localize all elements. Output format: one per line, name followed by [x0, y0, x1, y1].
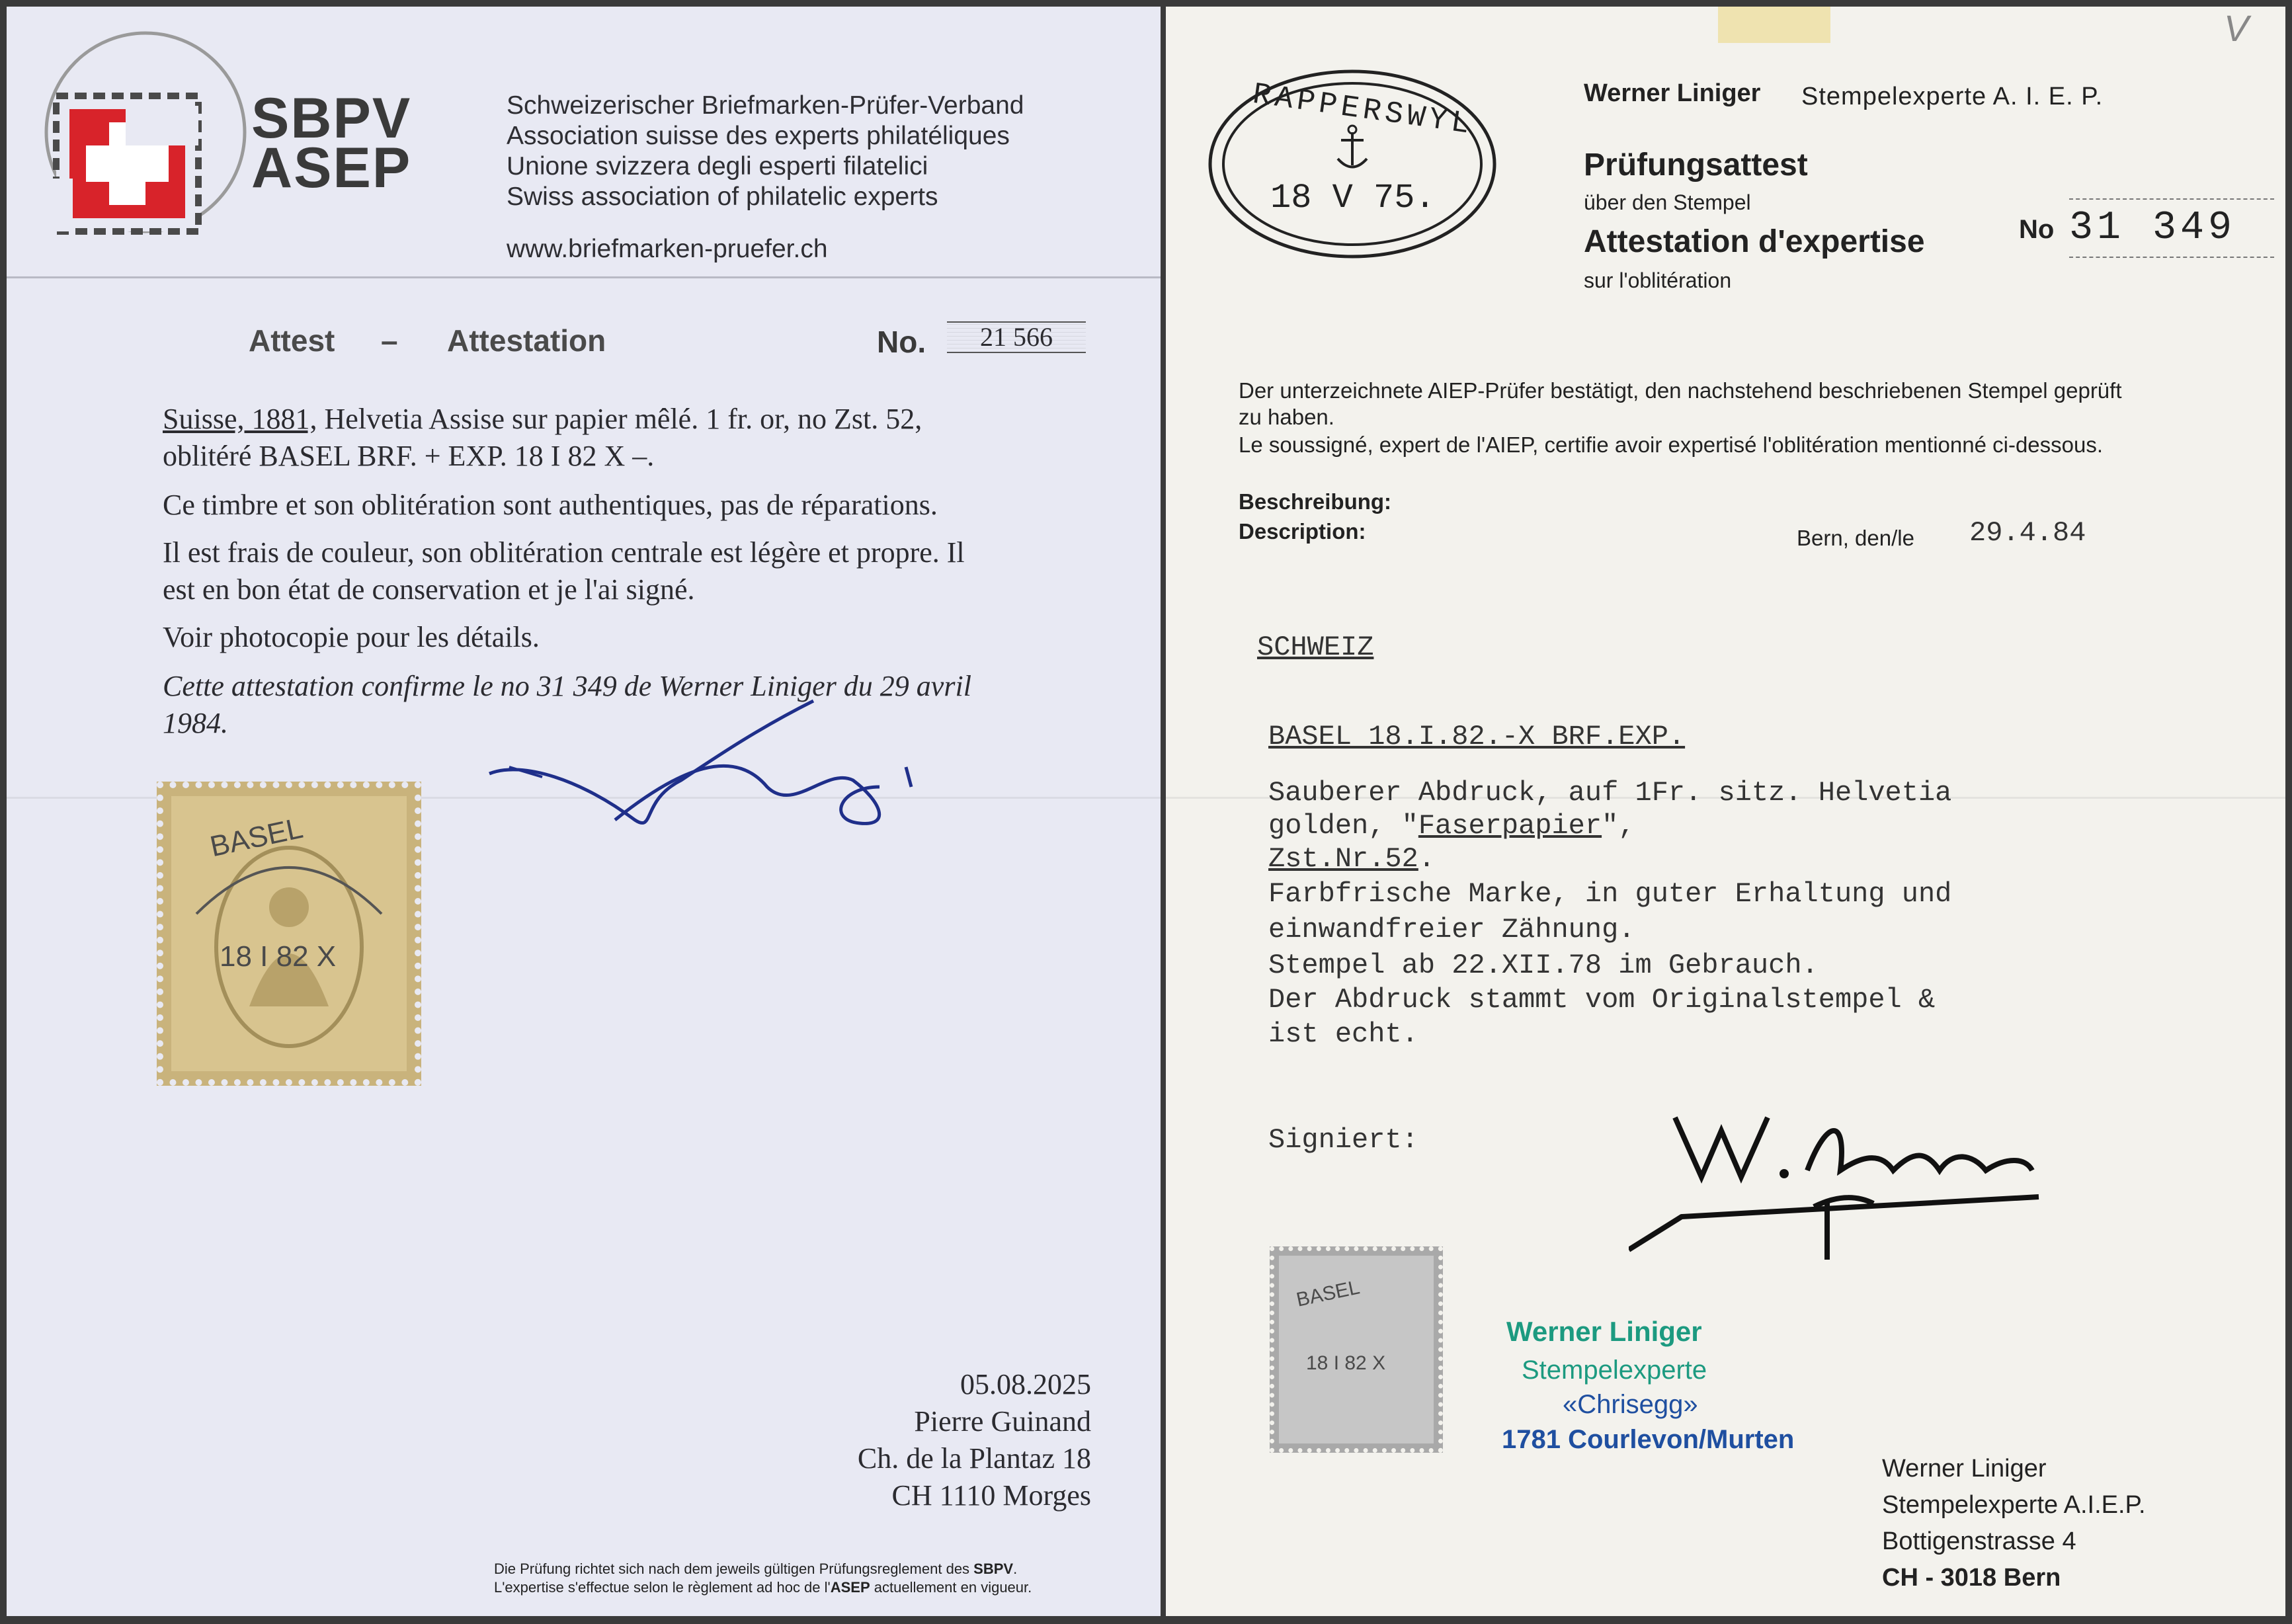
signature-scribble-icon: [483, 688, 1025, 860]
typed-postmark: BASEL 18.I.82.-X BRF.EXP.: [1268, 721, 1686, 752]
body-line-2: oblitéré BASEL BRF. + EXP. 18 I 82 X –.: [163, 440, 655, 472]
legal-fr-end: actuellement en vigueur.: [870, 1579, 1032, 1596]
typed-line-6: Stempel ab 22.XII.78 im Gebrauch.: [1268, 950, 1819, 981]
address-title: Stempelexperte A.I.E.P.: [1882, 1491, 2146, 1519]
body-condition-2: est en bon état de conservation et je l'ai signé.: [163, 573, 695, 606]
body-confirm-1: Cette attestation confirme le no 31 349 de Werner Liniger du 29 avril: [163, 670, 971, 702]
typed-line-2-c: ",: [1602, 810, 1635, 842]
address-city: CH 1110 Morges: [891, 1479, 1091, 1512]
cert-number: 31 349: [2069, 198, 2274, 258]
stamp-image: [157, 782, 421, 1086]
description-label-fr: Description:: [1239, 519, 1366, 544]
org-name-en: Swiss association of philatelic experts: [507, 183, 938, 211]
heading-attestation: Attestation: [447, 323, 606, 358]
body-photocopy: Voir photocopie pour les détails.: [163, 621, 540, 653]
legal-de-end: .: [1013, 1561, 1018, 1577]
body-condition-1: Il est frais de couleur, son oblitération centrale est légère et propre. Il: [163, 536, 965, 569]
heading-dash: –: [381, 323, 398, 358]
description-label-de: Beschreibung:: [1239, 489, 1392, 514]
legal-fr-text: L'expertise s'effectue selon le règlement ad hoc de l': [494, 1579, 831, 1596]
country-year: Suisse, 1881,: [163, 403, 317, 435]
logo-sbpv: SBPV: [251, 87, 412, 150]
corner-mark: V: [2224, 7, 2249, 49]
aiep-certificate: [1166, 7, 2285, 1616]
header-name: Werner Liniger: [1584, 79, 1761, 107]
stamp-description: Helvetia Assise sur papier mêlé. 1 fr. or, no Zst. 52,: [317, 403, 922, 435]
header-divider: [7, 276, 1161, 278]
header-title: Stempelexperte A. I. E. P.: [1801, 83, 2104, 110]
address-street: Bottigenstrasse 4: [1882, 1527, 2076, 1555]
intro-fr: Le soussigné, expert de l'AIEP, certifie avoir expertisé l'oblitération mentionné ci-dessous.: [1239, 432, 2104, 457]
typed-line-1: Sauberer Abdruck, auf 1Fr. sitz. Helvetia: [1268, 777, 1952, 809]
photocopy-postmark-date: 18 I 82 X: [1306, 1352, 1386, 1374]
org-name-de: Schweizerischer Briefmarken-Prüfer-Verband: [507, 91, 1024, 120]
address-date: 05.08.2025: [960, 1368, 1091, 1401]
typed-line-3-b: .: [1418, 843, 1436, 875]
stamp-postmark-date: 18 I 82 X: [220, 940, 337, 973]
rubber-stamp-address: 1781 Courlevon/Murten: [1502, 1425, 1795, 1454]
postmark-date: 18 V 75.: [1270, 179, 1436, 218]
org-name-it: Unione svizzera degli esperti filatelici: [507, 152, 928, 181]
legal-note-fr: [494, 1579, 1032, 1596]
legal-note-de: [494, 1561, 1017, 1578]
subtitle-de: über den Stempel: [1584, 190, 1751, 214]
photocopy-stamp-image: [1270, 1246, 1443, 1453]
signature-liniger-icon: [1629, 1091, 2078, 1270]
body-confirm-2: 1984.: [163, 707, 228, 739]
title-fr: Attestation d'expertise: [1584, 224, 1925, 259]
typed-line-8: ist echt.: [1268, 1018, 1418, 1050]
place-date-value: 29.4.84: [1969, 517, 2086, 549]
stamp-postmark-town: BASEL: [207, 811, 306, 864]
legal-de-text: Die Prüfung richtet sich nach dem jeweils gültigen Prüfungsreglement des: [494, 1561, 974, 1577]
intro-de-1: Der unterzeichnete AIEP-Prüfer bestätigt, den nachstehend beschriebenen Stempel geprüft: [1239, 378, 2122, 403]
website-link[interactable]: www.briefmarken-pruefer.ch: [507, 235, 828, 263]
typed-line-2: [1268, 810, 1635, 842]
logo-asep: ASEP: [251, 136, 412, 200]
address-name: Pierre Guinand: [914, 1405, 1091, 1438]
rubber-stamp-place: «Chrisegg»: [1563, 1390, 1698, 1419]
intro-de-2: zu haben.: [1239, 405, 1334, 429]
rubber-stamp-title: Stempelexperte: [1522, 1356, 1707, 1385]
tape-remnant: [1718, 7, 1830, 43]
sbpv-certificate: [7, 7, 1161, 1616]
typed-line-5: einwandfreier Zähnung.: [1268, 914, 1635, 946]
photocopy-postmark-town: BASEL: [1294, 1276, 1362, 1311]
address-city: CH - 3018 Bern: [1882, 1564, 2061, 1592]
typed-line-2-b: Faserpapier: [1418, 810, 1602, 842]
subtitle-fr: sur l'oblitération: [1584, 268, 1732, 292]
certificate-number: 21 566: [947, 321, 1086, 353]
address-name: Werner Liniger: [1882, 1455, 2047, 1482]
rapperswyl-postmark: [1206, 66, 1500, 262]
title-de: Prüfungsattest: [1584, 147, 1808, 183]
body-line-1: [163, 402, 922, 436]
legal-fr-asep: ASEP: [830, 1579, 870, 1596]
cert-no-label: No: [2019, 215, 2055, 244]
body-authentic: Ce timbre et son oblitération sont authentiques, pas de réparations.: [163, 489, 938, 521]
typed-line-2-a: golden, ": [1268, 810, 1418, 842]
rubber-stamp-name: Werner Liniger: [1506, 1316, 1702, 1347]
typed-country: SCHWEIZ: [1257, 631, 1374, 663]
typed-line-7: Der Abdruck stammt vom Originalstempel &: [1268, 984, 1936, 1016]
place-date-label: Bern, den/le: [1797, 526, 1914, 550]
fold-line: [1166, 797, 2285, 799]
address-street: Ch. de la Plantaz 18: [857, 1442, 1091, 1475]
swiss-cross-stamp-icon: [20, 26, 251, 264]
org-name-fr: Association suisse des experts philatéliques: [507, 122, 1010, 150]
typed-line-4: Farbfrische Marke, in guter Erhaltung und: [1268, 878, 1952, 910]
typed-line-3-a: Zst.Nr.52: [1268, 843, 1418, 875]
typed-line-3: [1268, 843, 1435, 875]
heading-no-label: No.: [877, 325, 926, 359]
heading-attest: Attest: [249, 323, 335, 358]
postmark-town: RAPPERSWYL: [1250, 77, 1476, 143]
typed-signed-label: Signiert:: [1268, 1124, 1418, 1156]
legal-de-sbpv: SBPV: [973, 1561, 1014, 1577]
